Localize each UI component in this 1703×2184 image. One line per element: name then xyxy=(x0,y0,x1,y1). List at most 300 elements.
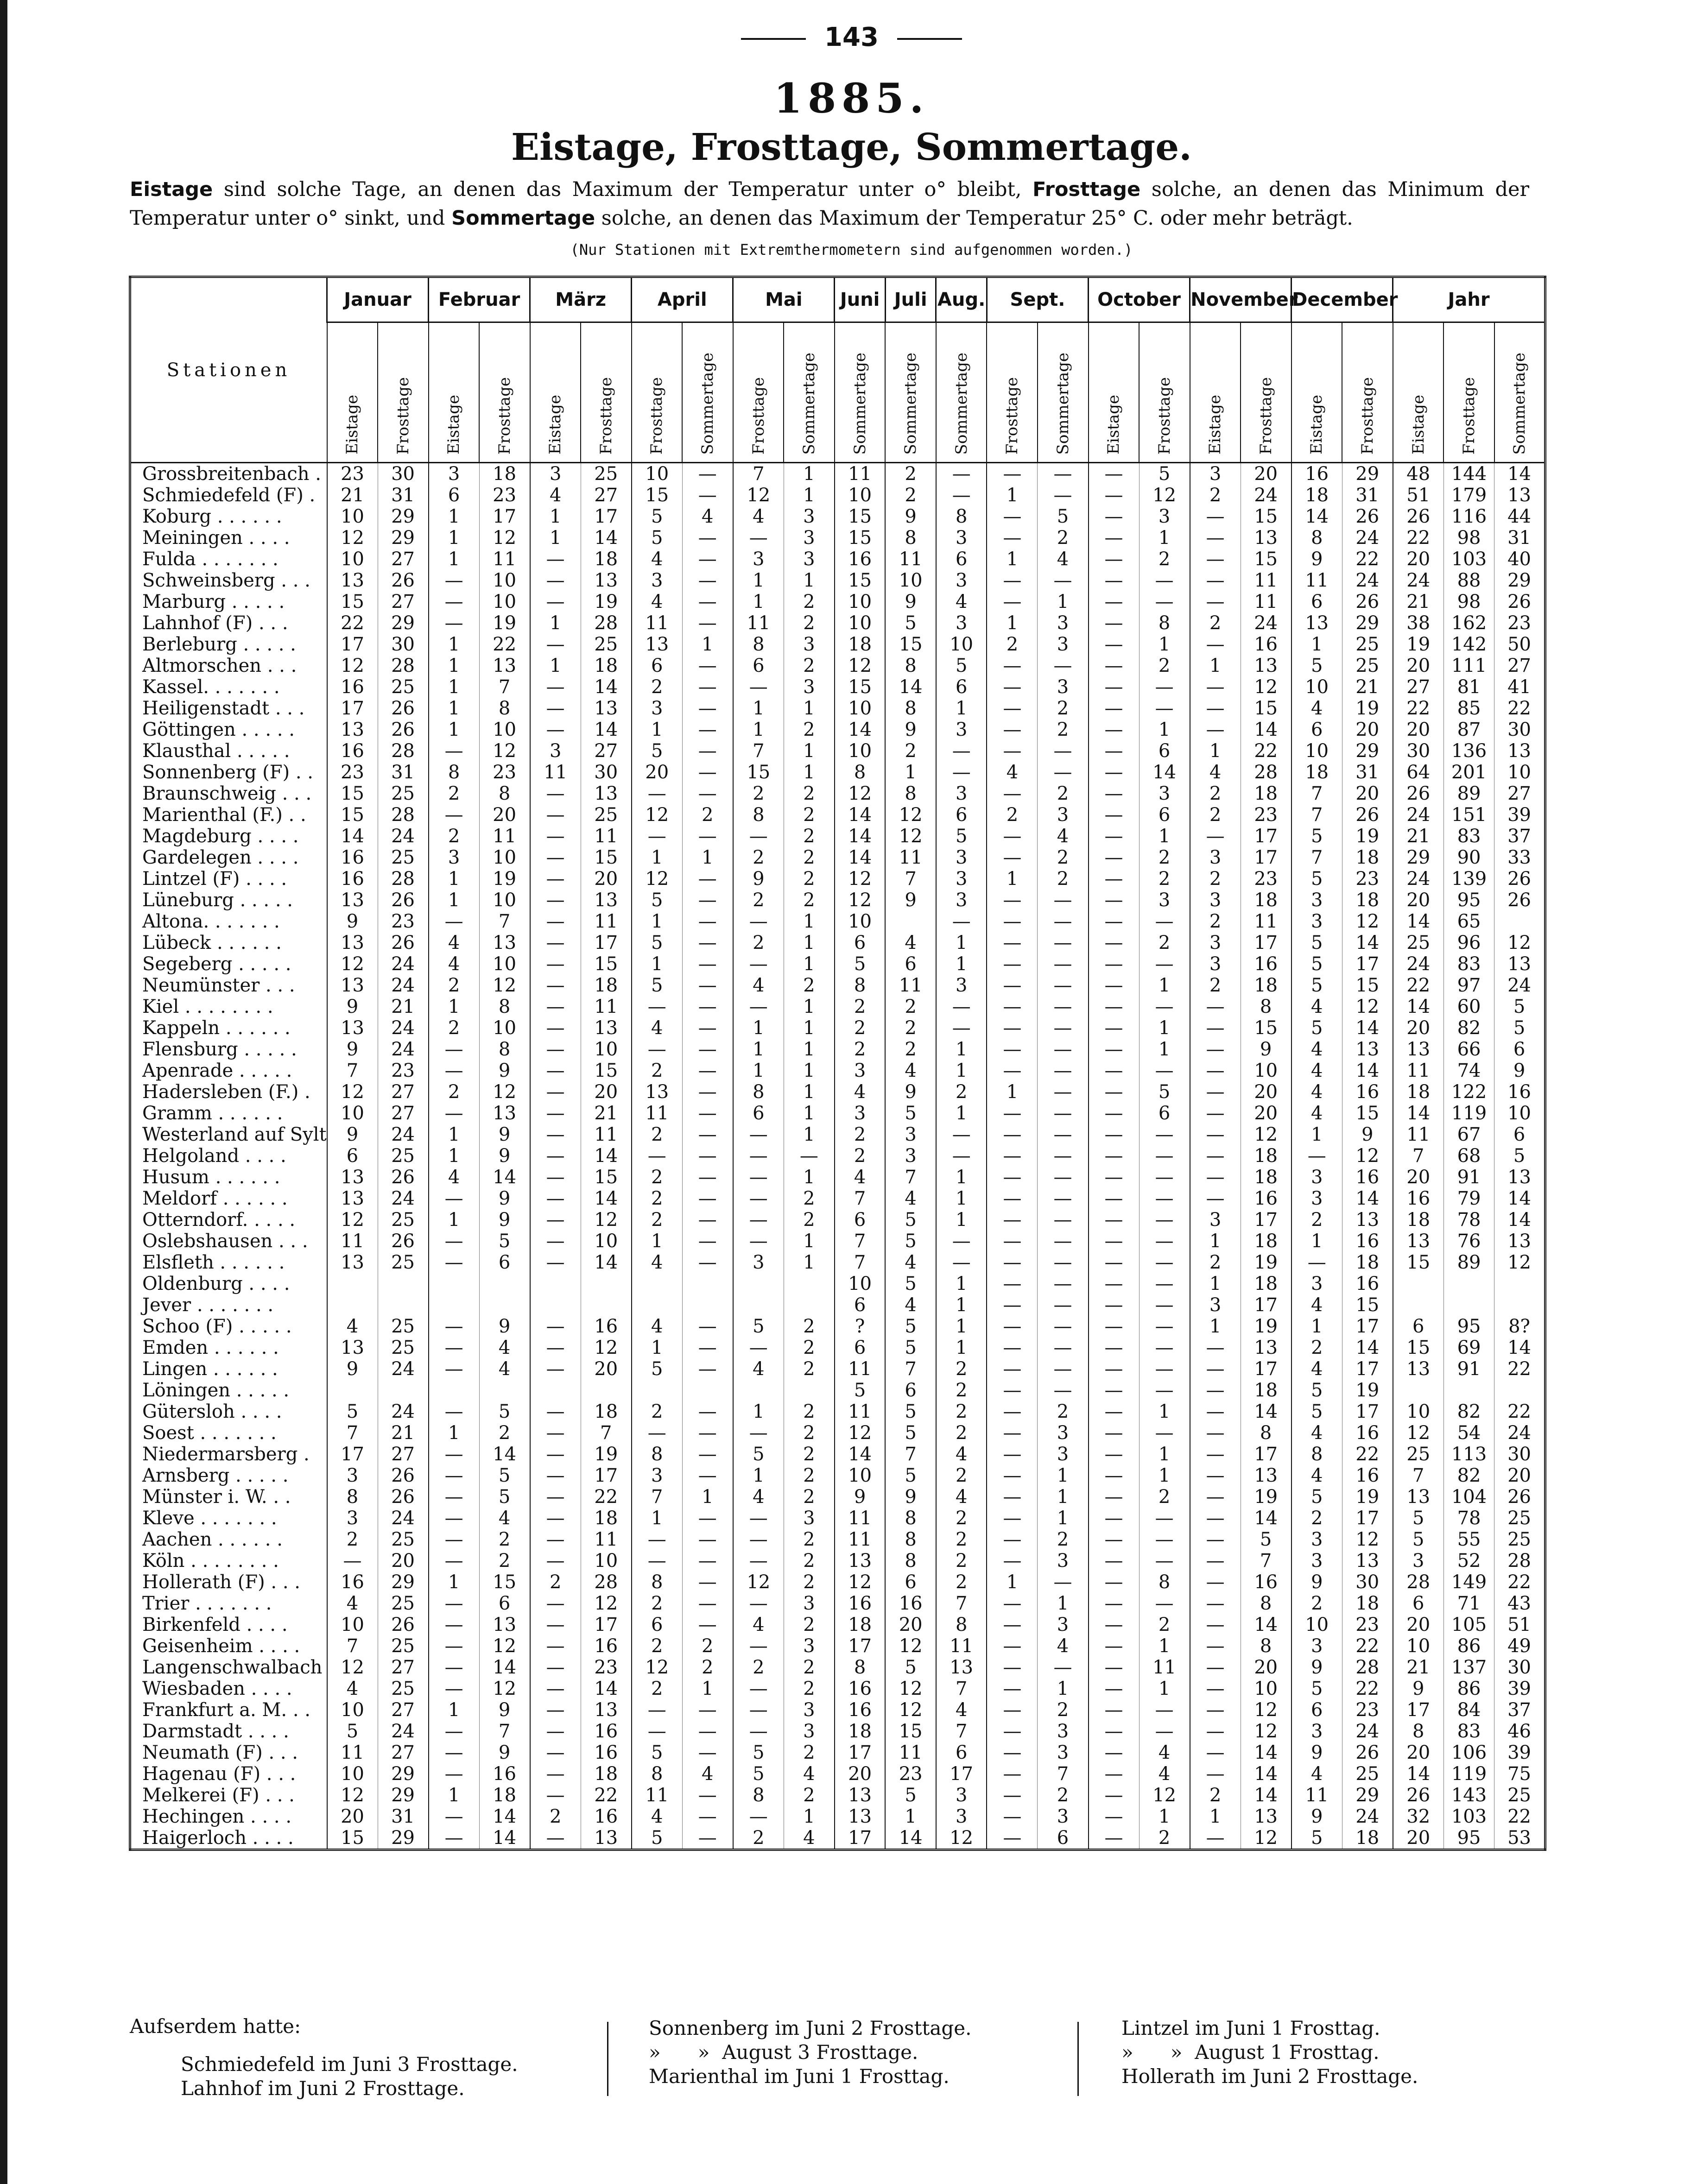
table-cell: — xyxy=(1089,1380,1140,1401)
table-cell: 19 xyxy=(1241,1486,1291,1508)
table-cell: 25 xyxy=(581,634,632,655)
table-cell: — xyxy=(530,634,581,655)
table-cell: 26 xyxy=(378,1167,429,1188)
table-cell: 10 xyxy=(632,463,683,485)
table-cell: 23 xyxy=(378,1060,429,1081)
table-cell: 2 xyxy=(429,1081,480,1103)
table-cell: 2 xyxy=(479,1550,530,1572)
table-cell xyxy=(479,1294,530,1316)
table-cell: 16 xyxy=(1241,953,1291,975)
table-cell: 1 xyxy=(429,996,480,1017)
intro-term: Eistage xyxy=(130,178,213,201)
table-row xyxy=(130,655,1545,676)
table-cell: — xyxy=(1139,1721,1190,1742)
subcolumn-header xyxy=(987,322,1038,463)
table-cell xyxy=(632,1380,683,1401)
table-cell: 2 xyxy=(784,826,835,847)
table-cell: 25 xyxy=(1342,655,1393,676)
table-cell: — xyxy=(1190,826,1241,847)
table-cell: 19 xyxy=(581,591,632,612)
station-name: Braunschweig . . . xyxy=(142,783,312,804)
table-cell: 4 xyxy=(1190,762,1241,783)
table-cell: 86 xyxy=(1443,1678,1494,1699)
table-cell: — xyxy=(682,1337,733,1358)
table-cell: 4 xyxy=(632,1252,683,1273)
table-cell: 7 xyxy=(1393,1465,1444,1486)
table-cell: 11 xyxy=(581,1529,632,1550)
station-name: Göttingen . . . . . xyxy=(142,719,295,740)
table-cell: 2 xyxy=(784,1742,835,1763)
table-cell xyxy=(581,1273,632,1294)
table-cell: — xyxy=(936,762,987,783)
table-row xyxy=(130,1188,1545,1209)
table-cell: — xyxy=(1038,975,1089,996)
table-cell: 19 xyxy=(1342,1486,1393,1508)
table-cell: 2 xyxy=(479,1422,530,1444)
table-row xyxy=(130,1635,1545,1657)
table-cell: 23 xyxy=(479,485,530,506)
table-cell: 14 xyxy=(835,847,886,868)
table-cell: 10 xyxy=(1393,1401,1444,1422)
table-cell: 14 xyxy=(479,1806,530,1827)
table-cell: 27 xyxy=(378,1103,429,1124)
table-cell: 6 xyxy=(479,1252,530,1273)
table-cell: 13 xyxy=(327,1167,378,1188)
table-cell: 6 xyxy=(1139,1103,1190,1124)
table-cell: — xyxy=(987,953,1038,975)
table-cell: 17 xyxy=(835,1827,886,1850)
table-cell: 10 xyxy=(479,890,530,911)
table-cell: 12 xyxy=(885,1699,936,1721)
table-cell: 2 xyxy=(429,975,480,996)
table-cell: 82 xyxy=(1443,1401,1494,1422)
table-cell: 5 xyxy=(327,1721,378,1742)
table-cell: 15 xyxy=(632,485,683,506)
station-name: Lüneburg . . . . . xyxy=(142,890,293,911)
table-cell: — xyxy=(530,1827,581,1850)
table-cell: 25 xyxy=(378,1593,429,1614)
table-cell: 3 xyxy=(1190,1209,1241,1231)
table-cell: 18 xyxy=(1291,762,1342,783)
footer-heading: Aufserdem hatte: xyxy=(130,2015,301,2038)
table-row xyxy=(130,826,1545,847)
table-cell: 14 xyxy=(327,826,378,847)
table-cell: 12 xyxy=(885,804,936,826)
table-cell: 4 xyxy=(1291,1358,1342,1380)
table-cell: 6 xyxy=(1393,1316,1444,1337)
table-cell: 13 xyxy=(1291,612,1342,634)
intro-text: solche, an denen das Minimum der Temperatur unter o° sinkt, und xyxy=(130,178,1529,230)
subcolumn-label: Eistage xyxy=(1307,395,1326,454)
station-name: Kappeln . . . . . . xyxy=(142,1017,291,1039)
subcolumn-header xyxy=(1342,322,1393,463)
table-cell: 2 xyxy=(784,1209,835,1231)
table-cell: 18 xyxy=(581,549,632,570)
table-cell: 10 xyxy=(327,1614,378,1635)
table-cell: 8 xyxy=(1393,1721,1444,1742)
subcolumn-label: Sommertage xyxy=(901,352,920,454)
station-name: Schoo (F) . . . . . xyxy=(142,1316,292,1337)
table-cell: — xyxy=(987,996,1038,1017)
table-cell: 5 xyxy=(1291,932,1342,953)
table-cell: 1 xyxy=(936,1316,987,1337)
table-cell: 1 xyxy=(429,719,480,740)
table-cell: 149 xyxy=(1443,1572,1494,1593)
table-cell: 25 xyxy=(1393,1444,1444,1465)
table-cell: 15 xyxy=(1241,1017,1291,1039)
subcolumn-label: Eistage xyxy=(546,395,565,454)
table-cell: — xyxy=(733,953,784,975)
table-cell: 17 xyxy=(581,1614,632,1635)
table-cell: 13 xyxy=(479,1614,530,1635)
table-cell: 29 xyxy=(1342,463,1393,485)
table-cell: 11 xyxy=(835,1358,886,1380)
table-cell: 16 xyxy=(835,549,886,570)
table-row xyxy=(130,953,1545,975)
table-cell: — xyxy=(682,953,733,975)
table-cell: 28 xyxy=(378,868,429,890)
station-name: Koburg . . . . . . xyxy=(142,506,282,527)
footer-divider xyxy=(607,2022,608,2096)
table-cell: 2 xyxy=(885,1039,936,1060)
table-cell: 2 xyxy=(1038,868,1089,890)
table-cell: — xyxy=(936,463,987,485)
station-name: Heiligenstadt . . . xyxy=(142,698,305,719)
table-cell: 14 xyxy=(479,1167,530,1188)
table-cell: 11 xyxy=(835,463,886,485)
table-cell: — xyxy=(733,1422,784,1444)
table-cell: 11 xyxy=(327,1231,378,1252)
table-cell: 1 xyxy=(1139,719,1190,740)
table-cell: — xyxy=(1089,676,1140,698)
table-cell xyxy=(1443,1273,1494,1294)
table-cell: 122 xyxy=(1443,1081,1494,1103)
table-cell: 8 xyxy=(1291,1444,1342,1465)
table-cell: — xyxy=(1139,1550,1190,1572)
table-cell: 2 xyxy=(835,1017,886,1039)
table-cell: 2 xyxy=(1038,1401,1089,1422)
table-cell: 7 xyxy=(835,1252,886,1273)
table-cell: 4 xyxy=(327,1316,378,1337)
table-cell: 16 xyxy=(835,1678,886,1699)
table-cell: 1 xyxy=(530,612,581,634)
table-cell: — xyxy=(733,527,784,549)
table-cell: 14 xyxy=(835,826,886,847)
table-cell: — xyxy=(429,1188,480,1209)
table-cell: — xyxy=(733,1209,784,1231)
table-cell: 14 xyxy=(1342,1337,1393,1358)
station-name: Meiningen . . . . xyxy=(142,527,290,549)
table-cell: 2 xyxy=(936,1401,987,1422)
table-cell: 14 xyxy=(479,1827,530,1850)
table-cell: 1 xyxy=(1190,1231,1241,1252)
table-cell: — xyxy=(1038,1209,1089,1231)
table-cell: — xyxy=(987,1252,1038,1273)
table-cell: — xyxy=(530,1785,581,1806)
table-cell: 1 xyxy=(733,1060,784,1081)
table-cell: — xyxy=(327,1550,378,1572)
table-cell: — xyxy=(429,1316,480,1337)
table-cell: — xyxy=(530,868,581,890)
subcolumn-header xyxy=(885,322,936,463)
table-cell: — xyxy=(1089,996,1140,1017)
table-cell: 25 xyxy=(378,847,429,868)
table-cell: — xyxy=(530,1614,581,1635)
table-row xyxy=(130,1316,1545,1337)
table-cell: 24 xyxy=(1494,1422,1545,1444)
table-cell: 2 xyxy=(733,783,784,804)
station-name: Arnsberg . . . . . xyxy=(142,1465,289,1486)
table-cell: 12 xyxy=(327,1657,378,1678)
table-cell: 1 xyxy=(632,1337,683,1358)
table-cell: 31 xyxy=(1342,485,1393,506)
table-cell: 15 xyxy=(885,1721,936,1742)
table-cell: 3 xyxy=(1291,1635,1342,1657)
table-cell: 7 xyxy=(1291,847,1342,868)
table-cell: 2 xyxy=(1139,1614,1190,1635)
table-cell: — xyxy=(632,1699,683,1721)
table-cell: 29 xyxy=(378,1572,429,1593)
table-row xyxy=(130,890,1545,911)
table-cell: — xyxy=(1089,1231,1140,1252)
subcolumn-label: Frosttage xyxy=(749,377,768,454)
table-cell: — xyxy=(936,1124,987,1145)
table-cell: 5 xyxy=(1291,1486,1342,1508)
table-cell: 1 xyxy=(1139,1017,1190,1039)
table-cell: 8 xyxy=(479,698,530,719)
table-cell: 6 xyxy=(936,549,987,570)
table-cell: 26 xyxy=(378,890,429,911)
table-cell: 5 xyxy=(936,826,987,847)
table-cell: 3 xyxy=(1190,1294,1241,1316)
table-cell: — xyxy=(987,1593,1038,1614)
table-cell: — xyxy=(1190,1422,1241,1444)
table-cell: 1 xyxy=(784,911,835,932)
table-cell: 9 xyxy=(327,996,378,1017)
table-cell: 15 xyxy=(1342,975,1393,996)
table-cell: 2 xyxy=(784,612,835,634)
table-cell: 12 xyxy=(1342,996,1393,1017)
table-cell: 14 xyxy=(1393,996,1444,1017)
table-cell: 24 xyxy=(378,1188,429,1209)
station-name: Westerland auf Sylt xyxy=(142,1124,327,1145)
table-cell: 1 xyxy=(1291,634,1342,655)
table-cell: 28 xyxy=(1241,762,1291,783)
table-cell: 21 xyxy=(581,1103,632,1124)
table-cell: 13 xyxy=(581,1827,632,1850)
table-cell: 13 xyxy=(936,1657,987,1678)
table-cell: 1 xyxy=(530,506,581,527)
table-cell: 25 xyxy=(1342,634,1393,655)
table-cell: — xyxy=(682,826,733,847)
table-cell: — xyxy=(1190,676,1241,698)
table-cell: 3 xyxy=(530,463,581,485)
table-cell: 3 xyxy=(1038,1721,1089,1742)
table-cell: 17 xyxy=(1241,932,1291,953)
table-cell: 15 xyxy=(327,591,378,612)
table-cell: — xyxy=(429,1337,480,1358)
table-cell: 23 xyxy=(581,1657,632,1678)
table-cell: 6 xyxy=(1494,1124,1545,1145)
table-cell xyxy=(378,1380,429,1401)
table-row xyxy=(130,463,1545,485)
table-cell: 15 xyxy=(581,1167,632,1188)
table-cell: 16 xyxy=(581,1806,632,1827)
table-cell xyxy=(1494,1294,1545,1316)
table-cell: — xyxy=(1089,868,1140,890)
table-cell: 2 xyxy=(1038,1529,1089,1550)
table-cell: 18 xyxy=(835,1614,886,1635)
table-cell: 1 xyxy=(1038,1486,1089,1508)
table-cell: 4 xyxy=(1038,549,1089,570)
table-cell: 24 xyxy=(1393,570,1444,591)
table-cell: 2 xyxy=(1139,1827,1190,1850)
table-cell: 95 xyxy=(1443,1316,1494,1337)
table-cell: — xyxy=(733,1231,784,1252)
table-cell: 14 xyxy=(1139,762,1190,783)
table-cell: — xyxy=(530,911,581,932)
table-cell: 12 xyxy=(327,655,378,676)
table-cell: 18 xyxy=(1342,1593,1393,1614)
table-cell: 5 xyxy=(1241,1529,1291,1550)
table-cell: 3 xyxy=(936,847,987,868)
table-cell: 16 xyxy=(1241,634,1291,655)
table-cell: 2 xyxy=(784,868,835,890)
table-cell: — xyxy=(682,719,733,740)
table-cell: 20 xyxy=(581,1081,632,1103)
table-cell: 26 xyxy=(1393,506,1444,527)
table-cell: 7 xyxy=(1291,804,1342,826)
table-cell: 3 xyxy=(1038,1806,1089,1827)
table-cell: 10 xyxy=(327,1103,378,1124)
footer-line: Sonnenberg im Juni 2 Frosttage. xyxy=(649,2017,972,2039)
table-cell: 4 xyxy=(632,1017,683,1039)
table-cell: 6 xyxy=(632,1614,683,1635)
table-cell: 1 xyxy=(784,485,835,506)
table-cell xyxy=(1393,1380,1444,1401)
table-cell: — xyxy=(987,1614,1038,1635)
table-cell: 18 xyxy=(581,1401,632,1422)
table-cell: 2 xyxy=(1139,932,1190,953)
table-cell: 7 xyxy=(479,1721,530,1742)
table-cell: — xyxy=(682,1742,733,1763)
table-cell: 13 xyxy=(1393,1039,1444,1060)
table-cell: — xyxy=(1190,634,1241,655)
table-cell: — xyxy=(987,1678,1038,1699)
table-cell: 1 xyxy=(733,1017,784,1039)
table-cell: — xyxy=(733,826,784,847)
table-cell: 7 xyxy=(327,1060,378,1081)
table-cell: 137 xyxy=(1443,1657,1494,1678)
table-cell: 21 xyxy=(1393,591,1444,612)
table-cell: 11 xyxy=(885,549,936,570)
table-cell: 27 xyxy=(378,1657,429,1678)
table-cell: 14 xyxy=(581,1145,632,1167)
table-cell: 3 xyxy=(530,740,581,762)
table-cell: 14 xyxy=(1494,463,1545,485)
table-cell: 4 xyxy=(784,1763,835,1785)
table-cell: 10 xyxy=(1291,1614,1342,1635)
table-cell: 18 xyxy=(1342,1252,1393,1273)
table-cell: 89 xyxy=(1443,1252,1494,1273)
intro-text: sind solche Tage, an denen das Maximum der Temperatur unter o° bleibt, xyxy=(213,178,1033,201)
footer-divider xyxy=(1077,2022,1079,2096)
table-row xyxy=(130,1017,1545,1039)
table-row xyxy=(130,1763,1545,1785)
table-cell: 4 xyxy=(885,1060,936,1081)
table-cell xyxy=(733,1380,784,1401)
table-cell: — xyxy=(632,783,683,804)
table-cell: 1 xyxy=(1139,826,1190,847)
table-cell: 3 xyxy=(784,549,835,570)
table-cell: — xyxy=(1038,485,1089,506)
table-cell: — xyxy=(1089,1529,1140,1550)
table-cell: 26 xyxy=(378,698,429,719)
table-cell: 28 xyxy=(581,1572,632,1593)
table-cell: 12 xyxy=(327,1785,378,1806)
table-cell: 9 xyxy=(1241,1039,1291,1060)
table-row xyxy=(130,1742,1545,1763)
table-cell: 3 xyxy=(936,612,987,634)
table-cell: 25 xyxy=(1494,1508,1545,1529)
table-cell: 9 xyxy=(1291,1742,1342,1763)
table-cell: 1 xyxy=(429,868,480,890)
table-cell xyxy=(1393,1294,1444,1316)
subcolumn-label: Frosttage xyxy=(393,377,412,454)
table-cell: — xyxy=(530,847,581,868)
table-cell: 20 xyxy=(1393,1742,1444,1763)
table-cell: 22 xyxy=(1494,1401,1545,1422)
table-cell: 10 xyxy=(835,911,886,932)
table-cell xyxy=(682,1273,733,1294)
table-cell: 28 xyxy=(1342,1657,1393,1678)
table-cell: 29 xyxy=(1494,570,1545,591)
table-cell: 20 xyxy=(1342,783,1393,804)
table-cell: 2 xyxy=(784,804,835,826)
month-header: November xyxy=(1190,277,1291,322)
table-cell: — xyxy=(632,1529,683,1550)
table-cell: 95 xyxy=(1443,1827,1494,1850)
table-cell: 2 xyxy=(885,485,936,506)
table-cell: — xyxy=(733,1529,784,1550)
table-cell: 26 xyxy=(378,1231,429,1252)
table-cell: 16 xyxy=(327,1572,378,1593)
table-cell: 5 xyxy=(632,740,683,762)
table-cell: — xyxy=(530,1699,581,1721)
table-cell: 3 xyxy=(1038,804,1089,826)
table-cell: 3 xyxy=(835,1103,886,1124)
table-cell: 23 xyxy=(1241,868,1291,890)
table-cell: — xyxy=(733,1806,784,1827)
table-cell: 49 xyxy=(1494,1635,1545,1657)
table-cell: — xyxy=(733,996,784,1017)
table-cell: 2 xyxy=(632,1188,683,1209)
table-cell: 16 xyxy=(581,1742,632,1763)
table-cell: — xyxy=(987,1401,1038,1422)
table-cell: — xyxy=(530,1081,581,1103)
table-cell: — xyxy=(530,996,581,1017)
table-cell: 4 xyxy=(1291,1103,1342,1124)
table-cell: — xyxy=(1089,911,1140,932)
table-cell: 14 xyxy=(1494,1209,1545,1231)
table-cell: 1 xyxy=(784,1231,835,1252)
table-cell: — xyxy=(1139,1358,1190,1380)
table-cell: 15 xyxy=(581,847,632,868)
table-cell: — xyxy=(1139,676,1190,698)
table-row xyxy=(130,1678,1545,1699)
table-cell: 5 xyxy=(632,890,683,911)
table-cell: 75 xyxy=(1494,1763,1545,1785)
